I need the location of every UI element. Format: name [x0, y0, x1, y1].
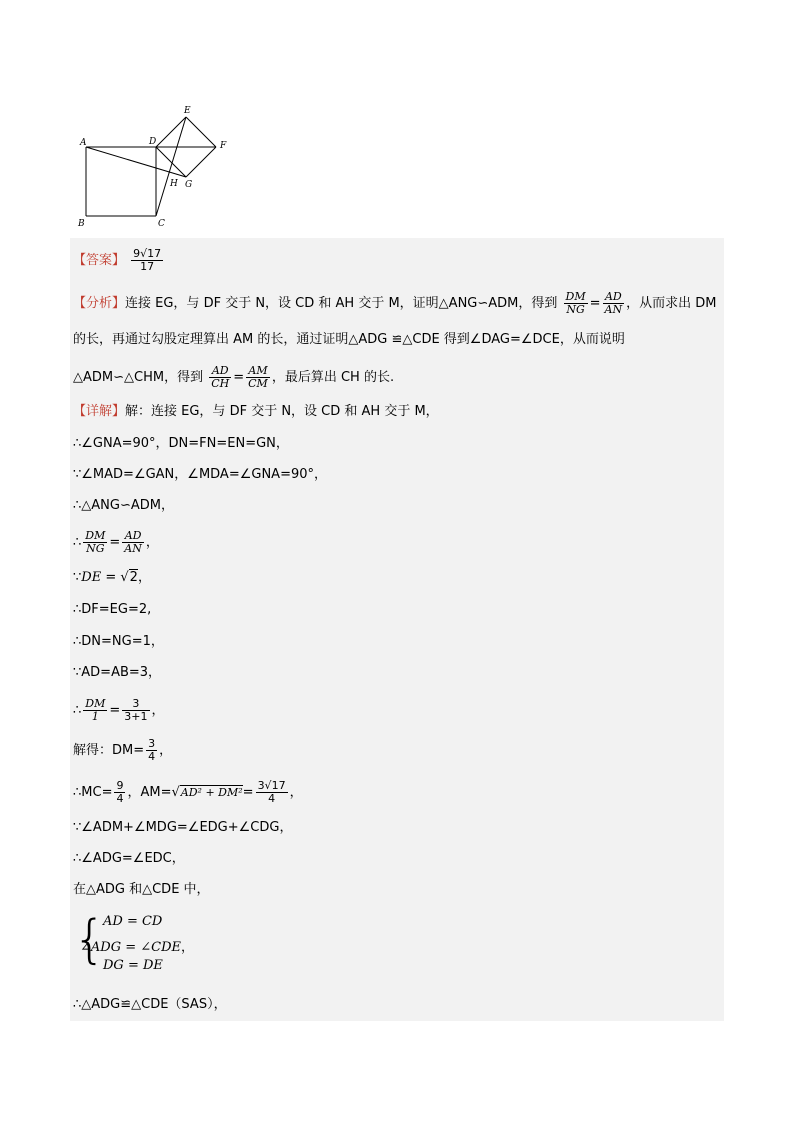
detail-line-5: ∴ $\frac{DM}{NG}$ = $\frac{AD}{AN}$ ， — [73, 529, 159, 555]
answer-fraction: $\frac{9√17}{17}$ — [133, 247, 162, 273]
detail-line-8: ∴DN=NG=1， — [73, 634, 164, 649]
label-e: E — [184, 106, 191, 116]
analysis-line-2: 的长，再通过勾股定理算出 AM 的长，通过证明△ADG ≌△CDE 得到∠DAG=∠DCE，从而说明 — [73, 332, 625, 347]
label-g: G — [185, 180, 193, 190]
detail-tag: 【详解】 — [73, 404, 126, 419]
detail-line-16: ∴△ADG≌△CDE（SAS）， — [73, 997, 227, 1012]
label-a: A — [80, 138, 87, 148]
label-h: H — [170, 179, 178, 189]
segment-fg — [186, 147, 216, 177]
label-d: D — [149, 137, 157, 147]
detail-line-14: ∴∠ADG=∠EDC， — [73, 851, 185, 866]
geometry-figure — [70, 100, 240, 230]
label-b: B — [78, 219, 85, 229]
answer-tag: 【答案】 — [73, 253, 126, 268]
detail-line-6: ∵DE = √2， — [73, 570, 151, 585]
detail-line-2: ∴∠GNA=90°，DN=FN=EN=GN， — [73, 436, 289, 451]
analysis-tag: 【分析】 — [73, 296, 126, 311]
analysis-line-3: △ADM∽△CHM，得到 $\frac{AD}{CH}$ = $\frac{AM}{CM}$ ，最后算出 CH 的长. — [73, 364, 395, 390]
detail-line-13: ∵∠ADM+∠MDG=∠EDG+∠CDG， — [73, 820, 293, 835]
label-c: C — [158, 219, 165, 229]
detail-line-4: ∴△ANG∽ADM， — [73, 498, 174, 513]
detail-line-12: ∴MC= $\frac{9}{4}$ ，AM=√AD² + DM²= $\frac{3√17}{4}$ ， — [73, 779, 303, 805]
left-brace: { — [73, 910, 107, 970]
solution-block — [70, 238, 724, 1021]
label-f: F — [220, 141, 227, 151]
detail-line-10: ∴ $\frac{DM}{1}$ = $\frac{3}{3+1}$ ， — [73, 697, 165, 723]
detail-line-11: 解得：DM= $\frac{3}{4}$ ， — [73, 737, 173, 763]
detail-line-7: ∴DF=EG=2, — [73, 602, 152, 617]
detail-line-9: ∵AD=AB=3， — [73, 665, 162, 680]
congruence-system: { AD = CD ∠ADG = ∠CDE， DG = DE — [73, 910, 195, 973]
detail-line-3: ∵∠MAD=∠GAN，∠MDA=∠GNA=90°， — [73, 467, 328, 482]
detail-line-15: 在△ADG 和△CDE 中， — [73, 882, 210, 897]
detail-line-1: 【详解】解：连接 EG，与 DF 交于 N，设 CD 和 AH 交于 M， — [73, 404, 439, 419]
answer-line — [73, 248, 165, 273]
analysis-line-1: 【分析】连接 EG，与 DF 交于 N，设 CD 和 AH 交于 M，证明△ANG∽ADM，得到 $\frac{DM}{NG}$ = $\frac{AD}{AN}$ ，从而求出 DM — [73, 290, 717, 316]
segment-ef — [186, 117, 216, 147]
